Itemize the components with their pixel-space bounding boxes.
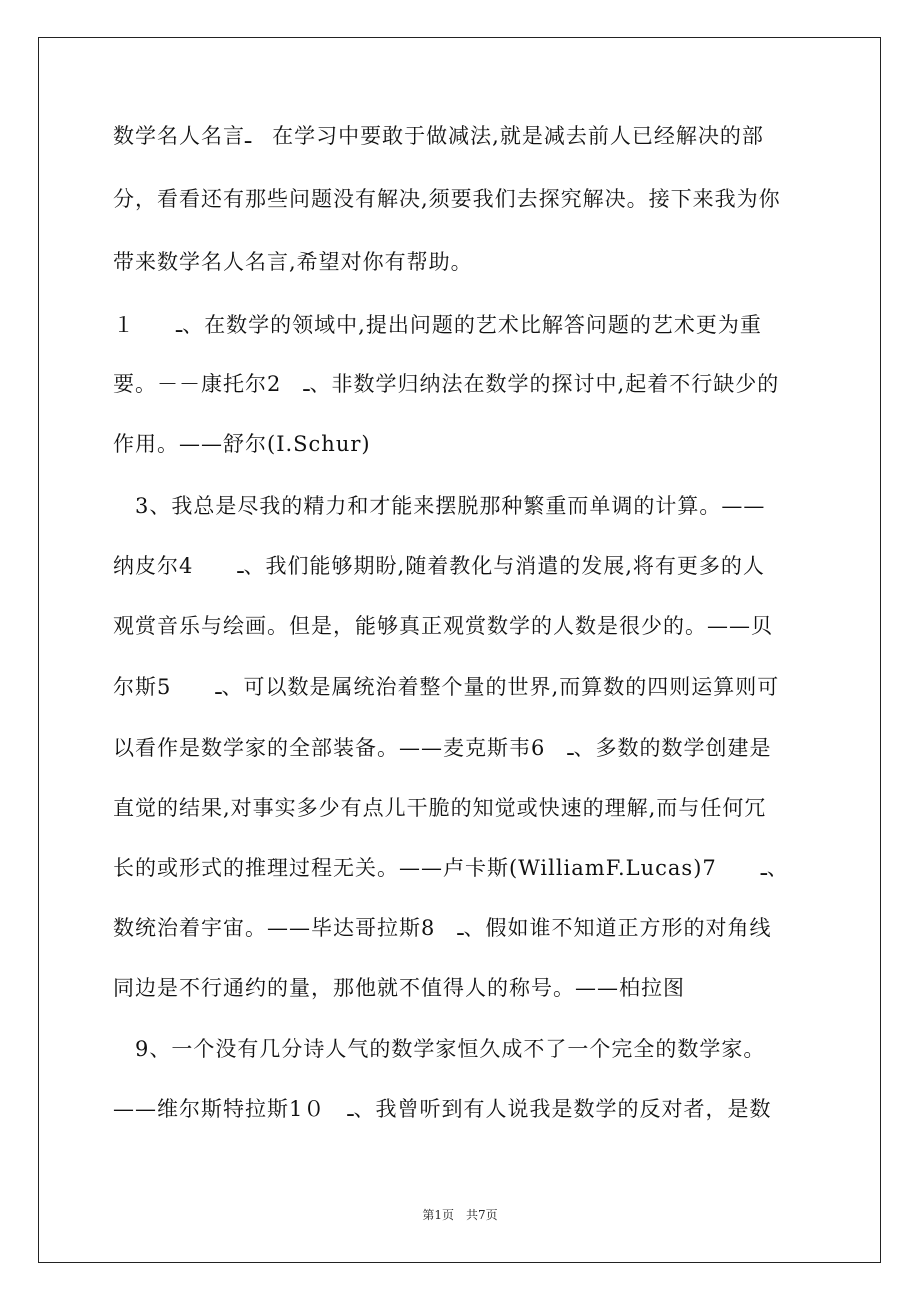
page-border — [38, 37, 881, 1263]
text-line: 观赏音乐与绘画。但是，能够真正观赏数学的人数是很少的。——贝 — [113, 614, 773, 638]
text-line: 数学名人名言ـ 在学习中要敢于做减法,就是减去前人已经解决的部 — [113, 124, 764, 148]
text-line: 纳皮尔4 ـ、我们能够期盼,随着教化与消遣的发展,将有更多的人 — [113, 554, 765, 578]
text-line: 3、我总是尽我的精力和才能来摆脱那种繁重而单调的计算。—— — [113, 494, 766, 518]
text-line: 9、一个没有几分诗人气的数学家恒久成不了一个完全的数学家。 — [113, 1037, 766, 1061]
text-line: 分，看看还有那些问题没有解决,须要我们去探究解决。接下来我为你 — [113, 187, 781, 211]
text-line: 尔斯5 ـ、可以数是属统治着整个量的世界,而算数的四则运算则可 — [113, 675, 780, 699]
text-line: 数统治着宇宙。——毕达哥拉斯8 ـ、假如谁不知道正方形的对角线 — [113, 916, 772, 940]
page-footer: 第1页 共7页 — [422, 1208, 498, 1222]
text-line: 直觉的结果,对事实多少有点儿干脆的知觉或快速的理解,而与任何冗 — [113, 796, 767, 820]
text-line: 带来数学名人名言,希望对你有帮助。 — [113, 250, 473, 274]
text-line: ——维尔斯特拉斯1０ ـ、我曾听到有人说我是数学的反对者，是数 — [113, 1097, 772, 1121]
text-line: 同边是不行通约的量，那他就不值得人的称号。——柏拉图 — [113, 976, 685, 1000]
text-line: 长的或形式的推理过程无关。——卢卡斯(WilliamF.Lucas)7 ـ、 — [113, 856, 789, 880]
text-line: 要。－－康托尔2 ـ、非数学归纳法在数学的探讨中,起着不行缺少的 — [113, 372, 780, 396]
text-line: 以看作是数学家的全部装备。——麦克斯韦6 ـ、多数的数学创建是 — [113, 736, 772, 760]
text-line: １ ـ、在数学的领域中,提出问题的艺术比解答问题的艺术更为重 — [113, 313, 762, 337]
text-line: 作用。——舒尔(I.Schur) — [113, 432, 371, 456]
